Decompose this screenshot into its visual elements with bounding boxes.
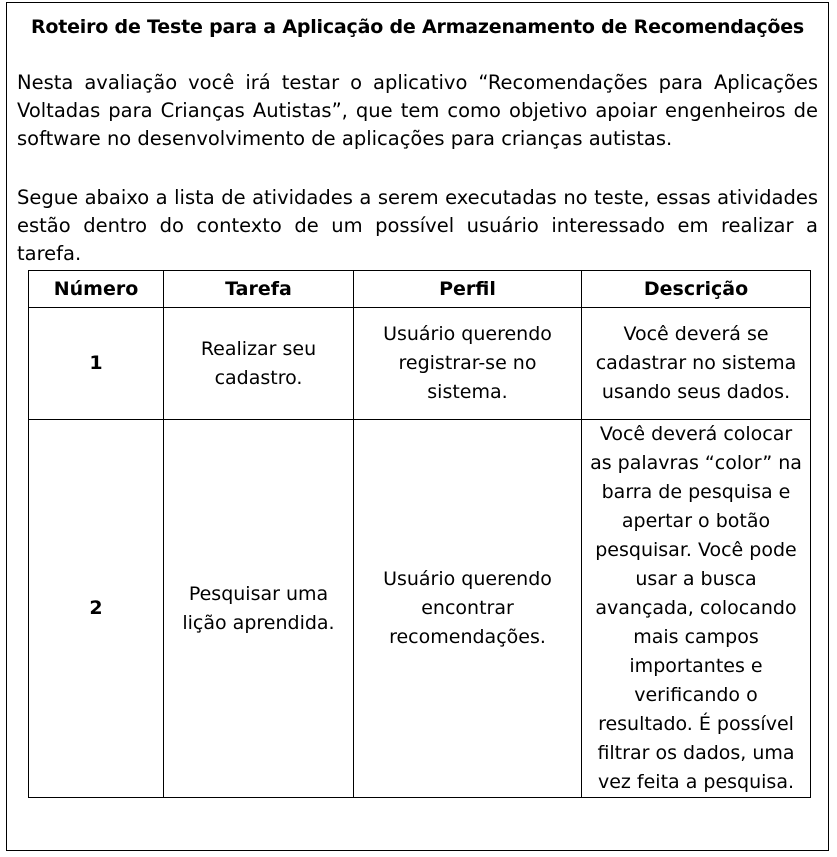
activities-intro-paragraph: Segue abaixo a lista de atividades a serem executadas no teste, essas atividades estão dentro do contexto de um possível usuário interessado em realizar a tarefa.	[17, 186, 818, 265]
tasks-table	[28, 270, 811, 798]
row-profile: Usuário querendo registrar-se no sistema.	[354, 308, 582, 420]
row-description: Você deverá se cadastrar no sistema usando seus dados.	[582, 308, 811, 420]
table-header-row	[29, 271, 811, 308]
table-row	[29, 308, 811, 420]
row-number: 2	[29, 420, 164, 798]
header-profile: Perfil	[354, 271, 582, 308]
row-profile: Usuário querendo encontrar recomendações.	[354, 420, 582, 798]
row-task: Realizar seu cadastro.	[164, 308, 354, 420]
row-number: 1	[29, 308, 164, 420]
document-frame	[6, 2, 829, 851]
header-task: Tarefa	[164, 271, 354, 308]
intro-paragraph: Nesta avaliação você irá testar o aplicativo “Recomendações para Aplicações Voltadas para Crianças Autistas”, que tem como objetivo apoiar engenheiros de software no desenvolvimento de aplicações para crianças autistas.	[17, 71, 818, 150]
row-task: Pesquisar uma lição aprendida.	[164, 420, 354, 798]
header-description: Descrição	[582, 271, 811, 308]
document-title: Roteiro de Teste para a Aplicação de Armazenamento de Recomendações	[30, 16, 805, 38]
row-description: Você deverá colocar as palavras “color” na barra de pesquisa e apertar o botão pesquisar. Você pode usar a busca avançada, colocando mais campos importantes e verificando o resultado. É possível filtrar os dados, uma vez feita a pesquisa.	[582, 420, 811, 798]
table-row	[29, 420, 811, 798]
header-number: Número	[29, 271, 164, 308]
